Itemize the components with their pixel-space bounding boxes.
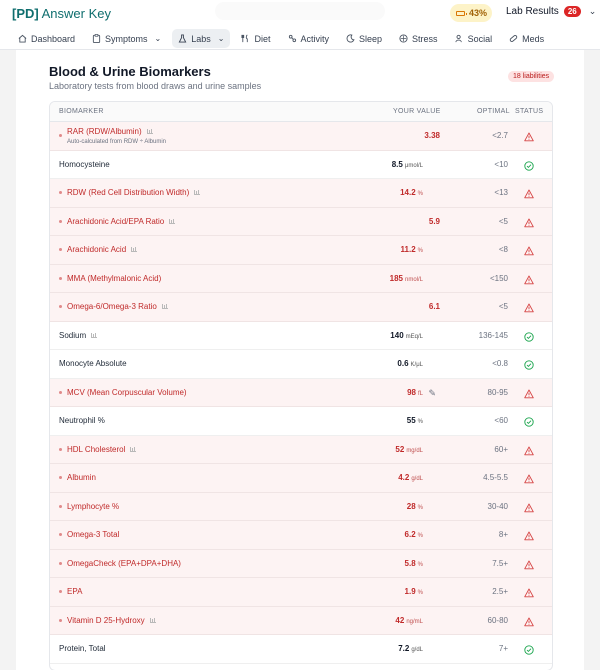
column-header-biomarker: BIOMARKER	[59, 108, 104, 115]
table-row[interactable]	[50, 179, 552, 208]
table-row[interactable]	[50, 521, 552, 550]
progress-badge[interactable]	[450, 4, 492, 22]
check-circle-icon	[524, 160, 534, 170]
warning-triangle-icon	[524, 188, 534, 198]
value-unit: %	[417, 248, 423, 254]
biomarker-name[interactable]	[59, 359, 127, 368]
edit-pencil-icon[interactable]: ✎	[428, 387, 436, 398]
check-circle-icon	[524, 331, 534, 341]
liability-dot	[59, 191, 62, 194]
battery-icon	[456, 11, 465, 16]
value-number: 1.9	[404, 587, 416, 596]
biomarker-value	[398, 473, 423, 482]
bar-chart-icon[interactable]	[131, 247, 137, 252]
bar-chart-icon[interactable]	[194, 190, 200, 195]
nav-tab-label: Labs	[191, 33, 211, 44]
table-row[interactable]	[50, 236, 552, 265]
value-unit: %	[417, 561, 423, 568]
nav-tab-label: Meds	[522, 33, 545, 44]
search-bar[interactable]	[215, 2, 385, 20]
table-row[interactable]	[50, 122, 552, 151]
biomarker-name-text: Sodium	[59, 330, 87, 340]
optimal-range: <60	[494, 416, 508, 425]
liability-dot	[59, 533, 62, 536]
nav-tab-sleep[interactable]	[340, 29, 388, 48]
table-header	[50, 102, 552, 122]
table-row[interactable]	[50, 578, 552, 607]
biomarker-name-text: Omega-3 Total	[67, 530, 120, 539]
table-row[interactable]	[50, 493, 552, 522]
optimal-range: <10	[494, 159, 508, 169]
biomarker-name-text: Homocysteine	[59, 159, 110, 169]
nav-tab-label: Symptoms	[105, 33, 148, 44]
value-number: 8.5	[391, 159, 403, 169]
liability-dot	[59, 220, 62, 223]
value-number: 6.1	[428, 302, 440, 311]
optimal-range: 80-95	[487, 387, 508, 397]
nav-tab-social[interactable]	[449, 29, 499, 48]
table-row[interactable]	[50, 464, 552, 493]
table-row[interactable]	[50, 322, 552, 351]
optimal-range: 8+	[498, 530, 508, 539]
biomarker-value	[407, 388, 423, 397]
page-subtitle: Laboratory tests from blood draws and urine samples	[49, 81, 262, 91]
column-header-status: STATUS	[515, 108, 544, 115]
optimal-range: 7+	[498, 644, 508, 653]
value-number: 0.6	[397, 359, 409, 368]
check-circle-icon	[524, 359, 534, 369]
clipboard-icon	[92, 34, 101, 43]
bar-chart-icon[interactable]	[150, 618, 156, 623]
value-number: 28	[406, 501, 416, 511]
value-unit: mg/dL	[406, 447, 423, 454]
nav-tab-activity[interactable]	[282, 29, 336, 48]
bar-chart-icon[interactable]	[169, 219, 175, 224]
main-nav	[0, 28, 600, 50]
value-unit: %	[417, 419, 423, 425]
biomarker-value	[400, 188, 423, 197]
biomarker-value	[390, 274, 423, 283]
nav-tab-label: Stress	[412, 33, 438, 44]
page-title: Blood & Urine Biomarkers	[49, 64, 211, 79]
biomarker-name[interactable]	[59, 416, 105, 425]
optimal-range: 136-145	[478, 330, 508, 340]
biomarker-value	[395, 445, 423, 454]
lab-results-label: Lab Results	[506, 6, 559, 17]
optimal-range: 60-80	[487, 615, 508, 625]
biomarker-name[interactable]	[59, 644, 106, 653]
check-circle-icon	[524, 416, 534, 426]
value-unit: K/μL	[410, 362, 423, 368]
liability-dot	[59, 391, 62, 394]
optimal-range: <5	[498, 216, 508, 226]
table-row[interactable]	[50, 208, 552, 237]
bar-chart-icon[interactable]	[147, 129, 153, 134]
liability-dot	[59, 562, 62, 565]
optimal-range: 2.5+	[492, 587, 508, 596]
biomarker-name[interactable]	[67, 245, 137, 254]
table-row[interactable]	[50, 293, 552, 322]
table-row[interactable]	[50, 550, 552, 579]
biomarker-value	[429, 302, 440, 311]
nav-tab-meds[interactable]	[503, 29, 550, 48]
lab-results-count-badge: 26	[564, 6, 581, 17]
chevron-down-icon: ⌄	[217, 34, 225, 43]
biomarker-name[interactable]	[67, 388, 187, 397]
biomarker-name[interactable]	[67, 217, 175, 226]
value-number: 140	[390, 330, 404, 340]
table-row[interactable]	[50, 350, 552, 379]
biomarker-name[interactable]	[59, 331, 97, 340]
optimal-range: 4.5-5.5	[483, 473, 508, 482]
utensils-icon	[241, 34, 250, 43]
value-number: 7.2	[398, 644, 410, 653]
liability-dot	[59, 505, 62, 508]
liability-dot	[59, 590, 62, 593]
biomarker-name[interactable]	[59, 160, 110, 169]
biomarker-name[interactable]	[67, 127, 153, 136]
app-tag: [PD]	[12, 6, 39, 21]
optimal-range: 30-40	[487, 501, 508, 511]
biomarker-name[interactable]	[67, 274, 161, 283]
table-row[interactable]	[50, 607, 552, 636]
value-number: 52	[395, 444, 405, 454]
biomarker-name-text: Vitamin D 25-Hydroxy	[67, 615, 145, 625]
biomarker-name[interactable]	[67, 502, 119, 511]
value-number: 14.2	[400, 188, 416, 197]
nav-tab-dashboard[interactable]	[12, 29, 81, 48]
biomarker-value	[405, 587, 423, 596]
optimal-range: <0.8	[492, 359, 508, 368]
biomarker-name[interactable]	[67, 559, 181, 568]
optimal-range: <8	[498, 245, 508, 254]
nav-tab-label: Diet	[254, 33, 271, 44]
value-number: 4.2	[398, 473, 410, 482]
table-row[interactable]	[50, 265, 552, 294]
value-unit: g/dL	[411, 476, 423, 482]
table-row[interactable]	[50, 436, 552, 465]
app-brand[interactable]	[12, 6, 111, 21]
warning-triangle-icon	[524, 616, 534, 626]
value-number: 6.2	[404, 530, 416, 539]
optimal-range: <13	[494, 188, 508, 197]
value-unit: g/dL	[411, 647, 423, 653]
warning-triangle-icon	[524, 473, 534, 483]
optimal-range: 7.5+	[492, 558, 508, 568]
activity-icon	[288, 34, 297, 43]
optimal-range: <5	[498, 302, 508, 311]
biomarker-value	[407, 502, 423, 511]
biomarker-name-text: Arachidonic Acid/EPA Ratio	[67, 216, 165, 226]
value-unit: %	[417, 191, 423, 197]
biomarker-name[interactable]	[67, 530, 119, 539]
table-row[interactable]	[50, 151, 552, 180]
table-row[interactable]	[50, 407, 552, 436]
value-unit: mEq/L	[405, 333, 423, 340]
progress-value: 43%	[469, 8, 488, 18]
biomarker-note: Auto-calculated from RDW ÷ Albumin	[67, 139, 166, 145]
biomarker-value	[395, 616, 423, 625]
bar-chart-icon[interactable]	[91, 333, 97, 338]
optimal-range: <2.7	[492, 131, 508, 140]
value-number: 185	[389, 273, 403, 283]
biomarker-name-text: OmegaCheck (EPA+DPA+DHA)	[67, 558, 181, 568]
biomarker-name-text: Monocyte Absolute	[59, 359, 127, 368]
table-body	[50, 122, 552, 664]
biomarker-name-text: Omega-6/Omega-3 Ratio	[67, 302, 157, 311]
biomarker-name-text: Albumin	[67, 473, 96, 482]
biomarker-value	[405, 530, 423, 539]
stress-icon	[399, 34, 408, 43]
biomarker-value	[424, 131, 440, 140]
table-row[interactable]	[50, 379, 552, 408]
liabilities-badge: 18 liabilities	[508, 71, 554, 82]
optimal-range: 60+	[494, 444, 508, 454]
value-number: 98	[407, 387, 416, 397]
biomarker-name-text: Arachidonic Acid	[67, 245, 127, 254]
nav-tab-label: Social	[467, 33, 493, 44]
optimal-range: <150	[489, 273, 508, 283]
warning-triangle-icon	[524, 530, 534, 540]
liability-dot	[59, 305, 62, 308]
warning-triangle-icon	[524, 274, 534, 284]
bar-chart-icon[interactable]	[162, 304, 168, 309]
top-bar	[0, 0, 600, 28]
warning-triangle-icon	[524, 388, 534, 398]
value-unit: %	[417, 504, 423, 511]
chevron-down-icon: ⌄	[154, 34, 162, 43]
biomarker-name[interactable]	[67, 445, 136, 454]
app-name: Answer Key	[41, 6, 111, 21]
bar-chart-icon[interactable]	[130, 447, 136, 452]
biomarker-name[interactable]	[67, 188, 200, 197]
liability-dot	[59, 248, 62, 251]
value-unit: nmol/L	[404, 276, 423, 283]
moon-icon	[346, 34, 355, 43]
value-unit: fL	[417, 390, 423, 397]
value-number: 5.8	[404, 558, 416, 568]
liability-dot	[59, 619, 62, 622]
biomarker-table	[49, 101, 553, 670]
nav-tab-symptoms[interactable]	[86, 29, 167, 48]
biomarker-name-text: MMA (Methylmalonic Acid)	[67, 273, 162, 283]
liability-dot	[59, 277, 62, 280]
nav-tab-label: Sleep	[359, 33, 383, 44]
biomarker-name[interactable]	[67, 587, 82, 596]
biomarker-value	[401, 245, 423, 254]
biomarker-name[interactable]	[67, 302, 168, 311]
value-number: 55	[406, 416, 416, 425]
warning-triangle-icon	[524, 587, 534, 597]
value-number: 11.2	[400, 245, 416, 254]
value-unit: μmol/L	[404, 162, 423, 169]
biomarker-name[interactable]	[67, 616, 156, 625]
nav-tab-diet[interactable]	[235, 29, 276, 48]
lab-results-menu[interactable]	[506, 6, 596, 17]
value-number: 5.9	[428, 216, 440, 226]
liability-dot	[59, 448, 62, 451]
value-unit: %	[417, 590, 423, 596]
chevron-down-icon: ⌄	[588, 6, 597, 16]
warning-triangle-icon	[524, 217, 534, 227]
liability-dot	[59, 476, 62, 479]
check-circle-icon	[524, 644, 534, 654]
home-icon	[18, 34, 27, 43]
biomarker-name-text: RDW (Red Cell Distribution Width)	[67, 188, 190, 197]
warning-triangle-icon	[524, 502, 534, 512]
biomarker-name-text: RAR (RDW/Albumin)	[67, 127, 142, 136]
nav-tab-label: Activity	[300, 33, 330, 44]
warning-triangle-icon	[524, 302, 534, 312]
biomarker-value	[405, 559, 423, 568]
biomarker-value	[429, 217, 440, 226]
flask-icon	[178, 34, 187, 43]
biomarker-value	[390, 331, 423, 340]
warning-triangle-icon	[524, 131, 534, 141]
column-header-optimal: OPTIMAL	[477, 108, 510, 115]
biomarker-name-text: Protein, Total	[59, 644, 106, 653]
warning-triangle-icon	[524, 445, 534, 455]
biomarker-name-text: EPA	[67, 587, 83, 596]
users-icon	[455, 34, 464, 43]
biomarker-name-text: HDL Cholesterol	[67, 444, 126, 454]
biomarkers-panel	[16, 50, 584, 670]
biomarker-value	[407, 416, 423, 425]
biomarker-name[interactable]	[67, 473, 96, 482]
biomarker-name-text: Lymphocyte %	[67, 501, 120, 511]
liability-dot	[59, 134, 62, 137]
value-unit: %	[417, 533, 423, 539]
value-unit: ng/mL	[406, 618, 423, 625]
biomarker-name-text: MCV (Mean Corpuscular Volume)	[67, 387, 187, 397]
warning-triangle-icon	[524, 559, 534, 569]
table-row[interactable]	[50, 635, 552, 664]
warning-triangle-icon	[524, 245, 534, 255]
biomarker-name-text: Neutrophil %	[59, 416, 105, 425]
nav-tab-label: Dashboard	[31, 33, 76, 44]
nav-tab-labs[interactable]	[172, 29, 230, 48]
nav-tab-stress[interactable]	[393, 29, 444, 48]
biomarker-value	[397, 359, 423, 368]
column-header-value: YOUR VALUE	[393, 108, 441, 115]
value-number: 3.38	[424, 131, 440, 140]
biomarker-value	[398, 644, 423, 653]
pill-icon	[509, 34, 518, 43]
value-number: 42	[395, 615, 405, 625]
biomarker-value	[392, 160, 423, 169]
